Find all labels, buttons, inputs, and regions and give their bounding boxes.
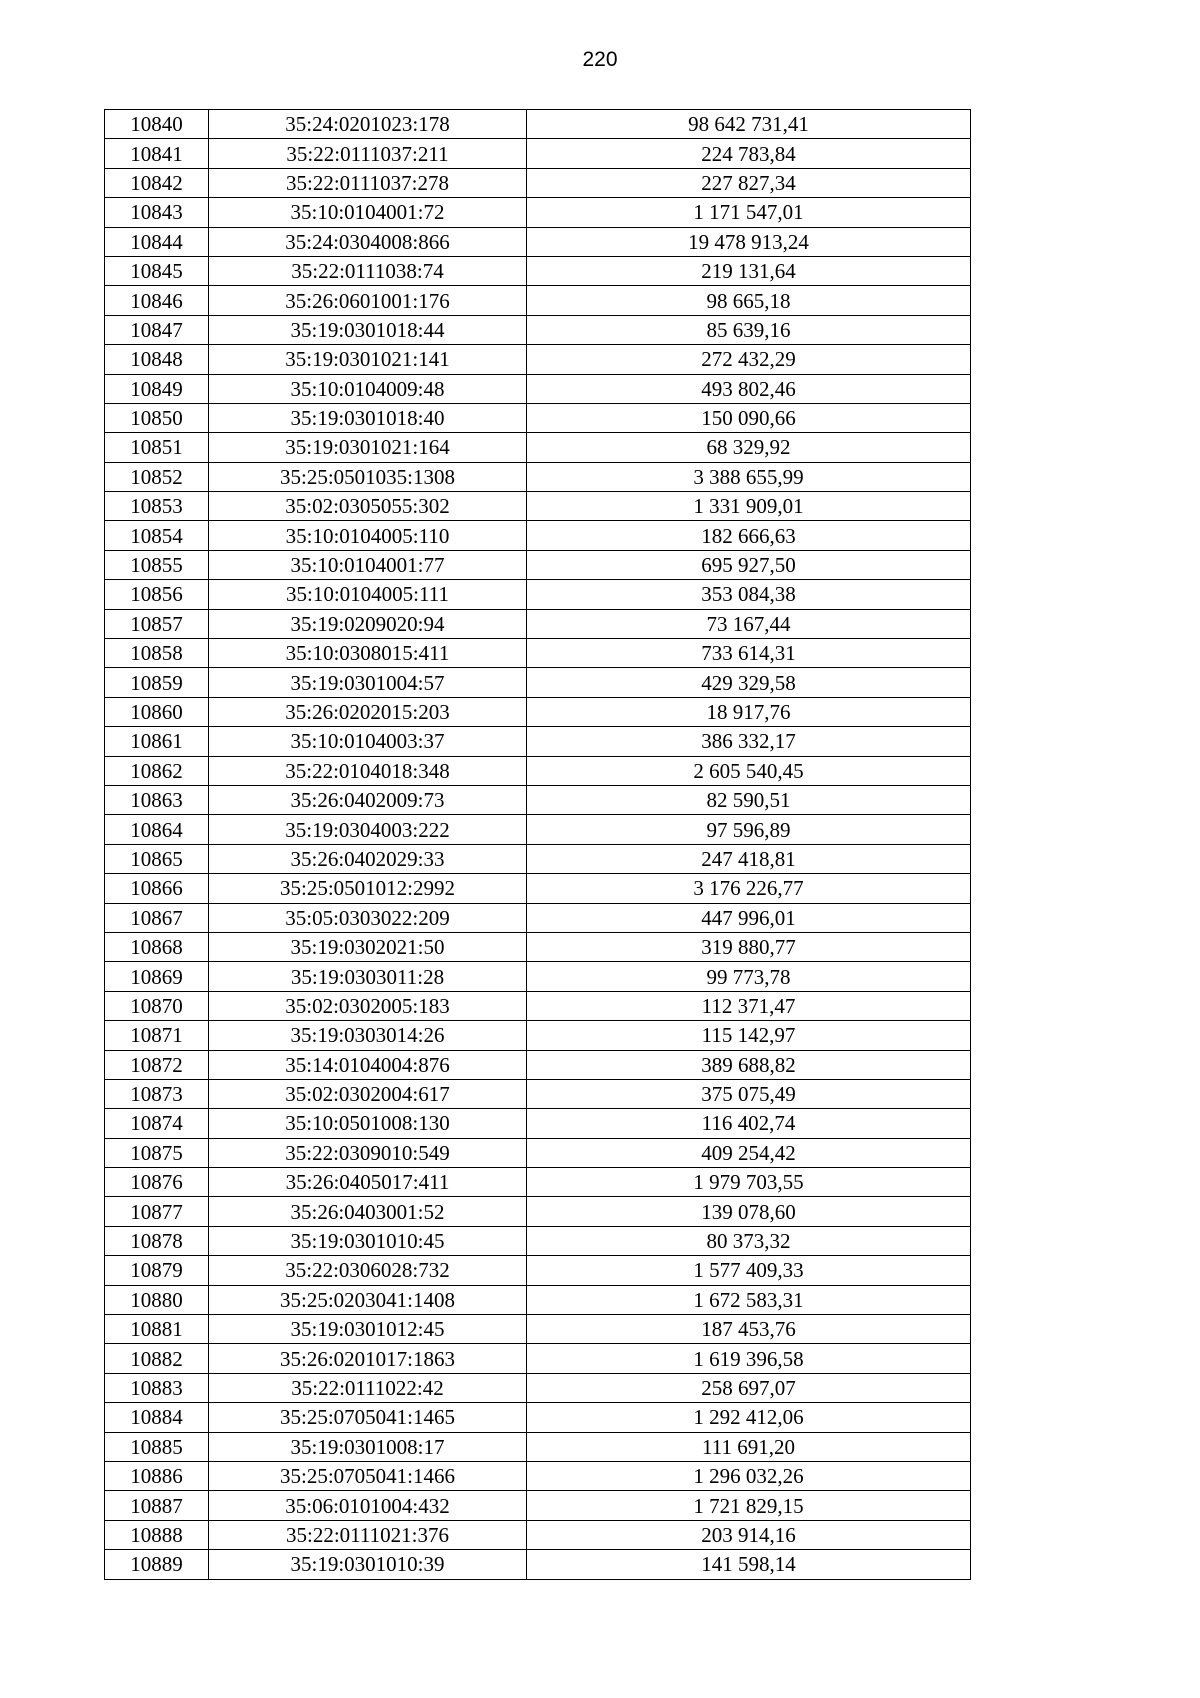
- cadastral-number-cell: 35:19:0301010:39: [209, 1550, 527, 1579]
- table-row: [105, 962, 971, 991]
- row-number-cell: 10848: [105, 345, 209, 374]
- row-number-cell: 10840: [105, 110, 209, 139]
- row-number-cell: 10874: [105, 1109, 209, 1138]
- table-row: [105, 1315, 971, 1344]
- cadastral-value-cell: 272 432,29: [527, 345, 971, 374]
- cadastral-value-cell: 19 478 913,24: [527, 227, 971, 256]
- row-number-cell: 10862: [105, 756, 209, 785]
- row-number-cell: 10857: [105, 609, 209, 638]
- cadastral-number-cell: 35:14:0104004:876: [209, 1050, 527, 1079]
- cadastral-number-cell: 35:19:0303011:28: [209, 962, 527, 991]
- row-number-cell: 10849: [105, 374, 209, 403]
- row-number-cell: 10855: [105, 550, 209, 579]
- table-row: [105, 521, 971, 550]
- cadastral-value-cell: 375 075,49: [527, 1079, 971, 1108]
- table-row: [105, 756, 971, 785]
- cadastral-value-cell: 386 332,17: [527, 727, 971, 756]
- cadastral-number-cell: 35:19:0302021:50: [209, 932, 527, 961]
- table-row: [105, 1256, 971, 1285]
- table-row: [105, 374, 971, 403]
- cadastral-number-cell: 35:19:0301010:45: [209, 1226, 527, 1255]
- row-number-cell: 10877: [105, 1197, 209, 1226]
- row-number-cell: 10885: [105, 1432, 209, 1461]
- table-row: [105, 139, 971, 168]
- row-number-cell: 10847: [105, 315, 209, 344]
- table-row: [105, 168, 971, 197]
- row-number-cell: 10881: [105, 1315, 209, 1344]
- table-row: [105, 1109, 971, 1138]
- table-row: [105, 1285, 971, 1314]
- cadastral-number-cell: 35:24:0201023:178: [209, 110, 527, 139]
- cadastral-number-cell: 35:02:0302005:183: [209, 991, 527, 1020]
- cadastral-number-cell: 35:10:0104005:111: [209, 580, 527, 609]
- table-row: [105, 462, 971, 491]
- registry-table-body: [105, 110, 971, 1580]
- row-number-cell: 10856: [105, 580, 209, 609]
- cadastral-number-cell: 35:19:0209020:94: [209, 609, 527, 638]
- cadastral-value-cell: 2 605 540,45: [527, 756, 971, 785]
- table-row: [105, 492, 971, 521]
- cadastral-number-cell: 35:02:0305055:302: [209, 492, 527, 521]
- row-number-cell: 10876: [105, 1168, 209, 1197]
- cadastral-value-cell: 429 329,58: [527, 668, 971, 697]
- cadastral-value-cell: 116 402,74: [527, 1109, 971, 1138]
- cadastral-number-cell: 35:19:0303014:26: [209, 1021, 527, 1050]
- row-number-cell: 10888: [105, 1520, 209, 1549]
- table-row: [105, 1344, 971, 1373]
- cadastral-number-cell: 35:25:0501012:2992: [209, 874, 527, 903]
- cadastral-value-cell: 85 639,16: [527, 315, 971, 344]
- table-row: [105, 345, 971, 374]
- table-row: [105, 609, 971, 638]
- table-row: [105, 550, 971, 579]
- cadastral-value-cell: 68 329,92: [527, 433, 971, 462]
- cadastral-value-cell: 141 598,14: [527, 1550, 971, 1579]
- row-number-cell: 10860: [105, 697, 209, 726]
- cadastral-number-cell: 35:10:0308015:411: [209, 639, 527, 668]
- row-number-cell: 10850: [105, 403, 209, 432]
- row-number-cell: 10845: [105, 256, 209, 285]
- cadastral-value-cell: 319 880,77: [527, 932, 971, 961]
- table-row: [105, 403, 971, 432]
- cadastral-value-cell: 447 996,01: [527, 903, 971, 932]
- table-row: [105, 286, 971, 315]
- table-row: [105, 1197, 971, 1226]
- cadastral-value-cell: 1 721 829,15: [527, 1491, 971, 1520]
- cadastral-value-cell: 18 917,76: [527, 697, 971, 726]
- cadastral-value-cell: 733 614,31: [527, 639, 971, 668]
- cadastral-value-cell: 3 176 226,77: [527, 874, 971, 903]
- cadastral-number-cell: 35:22:0306028:732: [209, 1256, 527, 1285]
- table-row: [105, 844, 971, 873]
- cadastral-number-cell: 35:25:0501035:1308: [209, 462, 527, 491]
- row-number-cell: 10853: [105, 492, 209, 521]
- table-row: [105, 727, 971, 756]
- table-row: [105, 1168, 971, 1197]
- cadastral-number-cell: 35:22:0111021:376: [209, 1520, 527, 1549]
- cadastral-number-cell: 35:02:0302004:617: [209, 1079, 527, 1108]
- row-number-cell: 10872: [105, 1050, 209, 1079]
- cadastral-value-cell: 695 927,50: [527, 550, 971, 579]
- cadastral-number-cell: 35:25:0705041:1465: [209, 1403, 527, 1432]
- row-number-cell: 10852: [105, 462, 209, 491]
- cadastral-value-cell: 80 373,32: [527, 1226, 971, 1255]
- row-number-cell: 10889: [105, 1550, 209, 1579]
- cadastral-value-cell: 1 672 583,31: [527, 1285, 971, 1314]
- cadastral-value-cell: 111 691,20: [527, 1432, 971, 1461]
- table-row: [105, 697, 971, 726]
- cadastral-number-cell: 35:19:0301021:164: [209, 433, 527, 462]
- cadastral-value-cell: 224 783,84: [527, 139, 971, 168]
- table-row: [105, 932, 971, 961]
- table-row: [105, 315, 971, 344]
- cadastral-value-cell: 115 142,97: [527, 1021, 971, 1050]
- cadastral-number-cell: 35:26:0202015:203: [209, 697, 527, 726]
- cadastral-value-cell: 182 666,63: [527, 521, 971, 550]
- table-row: [105, 815, 971, 844]
- cadastral-number-cell: 35:06:0101004:432: [209, 1491, 527, 1520]
- cadastral-number-cell: 35:26:0402009:73: [209, 785, 527, 814]
- cadastral-number-cell: 35:10:0501008:130: [209, 1109, 527, 1138]
- cadastral-number-cell: 35:22:0111022:42: [209, 1373, 527, 1402]
- cadastral-value-cell: 1 171 547,01: [527, 198, 971, 227]
- cadastral-number-cell: 35:19:0301018:40: [209, 403, 527, 432]
- cadastral-value-cell: 98 642 731,41: [527, 110, 971, 139]
- cadastral-value-cell: 389 688,82: [527, 1050, 971, 1079]
- row-number-cell: 10859: [105, 668, 209, 697]
- row-number-cell: 10851: [105, 433, 209, 462]
- row-number-cell: 10882: [105, 1344, 209, 1373]
- cadastral-value-cell: 1 979 703,55: [527, 1168, 971, 1197]
- cadastral-number-cell: 35:19:0301004:57: [209, 668, 527, 697]
- page-number: 220: [582, 48, 618, 71]
- cadastral-number-cell: 35:22:0111037:211: [209, 139, 527, 168]
- table-row: [105, 1373, 971, 1402]
- cadastral-value-cell: 258 697,07: [527, 1373, 971, 1402]
- cadastral-number-cell: 35:19:0304003:222: [209, 815, 527, 844]
- row-number-cell: 10865: [105, 844, 209, 873]
- table-row: [105, 991, 971, 1020]
- cadastral-value-cell: 1 577 409,33: [527, 1256, 971, 1285]
- table-row: [105, 1050, 971, 1079]
- table-row: [105, 1550, 971, 1579]
- cadastral-number-cell: 35:26:0405017:411: [209, 1168, 527, 1197]
- cadastral-value-cell: 203 914,16: [527, 1520, 971, 1549]
- table-row: [105, 580, 971, 609]
- cadastral-number-cell: 35:26:0402029:33: [209, 844, 527, 873]
- table-row: [105, 1079, 971, 1108]
- cadastral-value-cell: 219 131,64: [527, 256, 971, 285]
- row-number-cell: 10878: [105, 1226, 209, 1255]
- row-number-cell: 10858: [105, 639, 209, 668]
- cadastral-number-cell: 35:25:0203041:1408: [209, 1285, 527, 1314]
- cadastral-value-cell: 139 078,60: [527, 1197, 971, 1226]
- row-number-cell: 10884: [105, 1403, 209, 1432]
- row-number-cell: 10841: [105, 139, 209, 168]
- table-row: [105, 874, 971, 903]
- row-number-cell: 10880: [105, 1285, 209, 1314]
- cadastral-value-cell: 353 084,38: [527, 580, 971, 609]
- row-number-cell: 10842: [105, 168, 209, 197]
- cadastral-value-cell: 227 827,34: [527, 168, 971, 197]
- table-row: [105, 433, 971, 462]
- cadastral-value-cell: 493 802,46: [527, 374, 971, 403]
- table-row: [105, 1461, 971, 1490]
- cadastral-number-cell: 35:10:0104005:110: [209, 521, 527, 550]
- cadastral-value-cell: 150 090,66: [527, 403, 971, 432]
- cadastral-value-cell: 73 167,44: [527, 609, 971, 638]
- cadastral-number-cell: 35:24:0304008:866: [209, 227, 527, 256]
- cadastral-value-cell: 1 619 396,58: [527, 1344, 971, 1373]
- row-number-cell: 10871: [105, 1021, 209, 1050]
- table-row: [105, 1021, 971, 1050]
- cadastral-value-cell: 1 296 032,26: [527, 1461, 971, 1490]
- row-number-cell: 10869: [105, 962, 209, 991]
- cadastral-number-cell: 35:22:0309010:549: [209, 1138, 527, 1167]
- row-number-cell: 10883: [105, 1373, 209, 1402]
- cadastral-number-cell: 35:26:0201017:1863: [209, 1344, 527, 1373]
- cadastral-value-cell: 82 590,51: [527, 785, 971, 814]
- table-row: [105, 1432, 971, 1461]
- cadastral-number-cell: 35:19:0301018:44: [209, 315, 527, 344]
- cadastral-number-cell: 35:19:0301012:45: [209, 1315, 527, 1344]
- table-row: [105, 227, 971, 256]
- registry-table: [104, 109, 971, 1580]
- table-row: [105, 1491, 971, 1520]
- cadastral-number-cell: 35:25:0705041:1466: [209, 1461, 527, 1490]
- cadastral-value-cell: 112 371,47: [527, 991, 971, 1020]
- table-row: [105, 903, 971, 932]
- cadastral-number-cell: 35:19:0301021:141: [209, 345, 527, 374]
- row-number-cell: 10867: [105, 903, 209, 932]
- table-row: [105, 668, 971, 697]
- cadastral-value-cell: 247 418,81: [527, 844, 971, 873]
- table-row: [105, 1138, 971, 1167]
- cadastral-value-cell: 99 773,78: [527, 962, 971, 991]
- row-number-cell: 10864: [105, 815, 209, 844]
- row-number-cell: 10844: [105, 227, 209, 256]
- table-row: [105, 256, 971, 285]
- table-row: [105, 1226, 971, 1255]
- cadastral-value-cell: 1 331 909,01: [527, 492, 971, 521]
- cadastral-number-cell: 35:22:0111038:74: [209, 256, 527, 285]
- row-number-cell: 10846: [105, 286, 209, 315]
- row-number-cell: 10887: [105, 1491, 209, 1520]
- row-number-cell: 10875: [105, 1138, 209, 1167]
- cadastral-number-cell: 35:22:0104018:348: [209, 756, 527, 785]
- row-number-cell: 10868: [105, 932, 209, 961]
- row-number-cell: 10870: [105, 991, 209, 1020]
- cadastral-number-cell: 35:10:0104001:72: [209, 198, 527, 227]
- cadastral-number-cell: 35:05:0303022:209: [209, 903, 527, 932]
- cadastral-number-cell: 35:26:0601001:176: [209, 286, 527, 315]
- cadastral-value-cell: 3 388 655,99: [527, 462, 971, 491]
- table-row: [105, 785, 971, 814]
- cadastral-value-cell: 97 596,89: [527, 815, 971, 844]
- row-number-cell: 10861: [105, 727, 209, 756]
- table-row: [105, 639, 971, 668]
- cadastral-number-cell: 35:26:0403001:52: [209, 1197, 527, 1226]
- row-number-cell: 10886: [105, 1461, 209, 1490]
- cadastral-value-cell: 1 292 412,06: [527, 1403, 971, 1432]
- cadastral-number-cell: 35:10:0104003:37: [209, 727, 527, 756]
- row-number-cell: 10854: [105, 521, 209, 550]
- cadastral-number-cell: 35:10:0104001:77: [209, 550, 527, 579]
- cadastral-value-cell: 409 254,42: [527, 1138, 971, 1167]
- table-row: [105, 1403, 971, 1432]
- cadastral-number-cell: 35:10:0104009:48: [209, 374, 527, 403]
- cadastral-number-cell: 35:22:0111037:278: [209, 168, 527, 197]
- cadastral-value-cell: 98 665,18: [527, 286, 971, 315]
- row-number-cell: 10866: [105, 874, 209, 903]
- cadastral-number-cell: 35:19:0301008:17: [209, 1432, 527, 1461]
- row-number-cell: 10873: [105, 1079, 209, 1108]
- row-number-cell: 10843: [105, 198, 209, 227]
- row-number-cell: 10879: [105, 1256, 209, 1285]
- row-number-cell: 10863: [105, 785, 209, 814]
- table-row: [105, 198, 971, 227]
- table-row: [105, 1520, 971, 1549]
- cadastral-value-cell: 187 453,76: [527, 1315, 971, 1344]
- table-row: [105, 110, 971, 139]
